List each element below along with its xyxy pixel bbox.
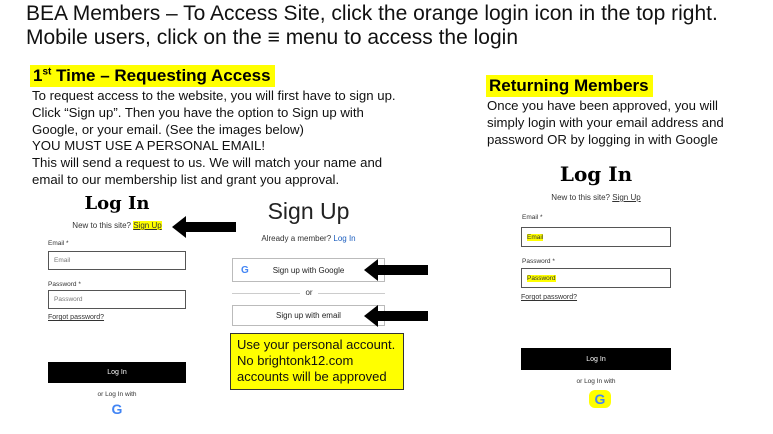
login-button[interactable]: Log In [48,362,186,383]
arrow-left-icon [172,216,236,238]
first-time-line: YOU MUST USE A PERSONAL EMAIL! [32,138,266,154]
returning-text [487,98,767,148]
first-time-line: This will send a request to us. We will match your name and [32,155,383,171]
first-time-line: To request access to the website, you will first have to sign up. [32,88,396,103]
returning-heading: Returning Members [486,75,653,97]
password-field[interactable] [521,268,671,288]
returning-line: Once you have been approved, you will [487,98,718,113]
email-label: Email * [522,214,543,221]
returning-section [486,76,653,96]
google-icon[interactable] [589,390,611,408]
first-time-heading: 1st Time – Requesting Access [30,65,275,87]
personal-account-note [230,333,404,390]
signup-google-button[interactable] [232,258,385,282]
google-icon[interactable]: G [111,401,123,417]
google-icon: G [241,264,249,276]
signup-email-button[interactable]: Sign up with email [232,305,385,326]
instructions-title [26,2,766,50]
email-field[interactable] [521,227,671,247]
or-login-with: or Log In with [576,378,616,385]
already-member-row [232,234,385,243]
forgot-password-link[interactable]: Forgot password? [521,294,578,301]
new-to-site-text: New to this site? [551,193,610,202]
first-time-line: Click “Sign up”. Then you have the option to Sign up with [32,104,364,120]
first-time-section [30,66,275,86]
or-divider-text: or [300,288,318,297]
login-right-title: Log In [559,162,633,186]
returning-line: simply login with your email address and [487,114,724,130]
signup-link[interactable]: Sign Up [133,221,162,230]
new-to-site-text: New to this site? [72,221,131,230]
email-label: Email * [48,240,69,247]
login-right-new-row [521,193,671,202]
already-member-text: Already a member? [261,234,332,243]
returning-line: password OR by logging in with Google [487,131,718,147]
signup-link[interactable]: Sign Up [612,193,641,202]
password-field[interactable]: Password [48,290,186,309]
signup-title: Sign Up [267,198,350,224]
email-field[interactable]: Email [48,251,186,270]
password-value: Password [527,274,556,282]
google-letter: G [594,391,606,407]
note-line: No brightonk12.com [237,353,354,368]
arrow-left-icon [364,305,428,327]
login-button[interactable]: Log In [521,348,671,370]
first-time-line: Google, or your email. (See the images below) [32,121,304,137]
password-label: Password * [522,258,555,265]
note-line: accounts will be approved [237,369,387,384]
or-login-with: or Log In with [97,391,137,398]
title-line-1: BEA Members – To Access Site, click the orange login icon in the top right. [26,2,718,25]
login-left-title: Log In [84,193,150,214]
first-time-line: email to our membership list and grant you approval. [32,171,340,187]
first-time-text [32,88,452,189]
login-left-new-row [48,221,186,230]
password-label: Password * [48,281,81,288]
signup-google-label: Sign up with Google [272,265,345,275]
login-link[interactable]: Log In [333,234,356,243]
arrow-left-icon [364,259,428,281]
first-time-heading-rest: Time – Requesting Access [51,66,271,85]
note-line: Use your personal account. [237,337,396,352]
email-value: Email [527,233,544,241]
forgot-password-link[interactable]: Forgot password? [48,314,105,321]
title-line-2: Mobile users, click on the ≡ menu to access the login [26,26,518,49]
